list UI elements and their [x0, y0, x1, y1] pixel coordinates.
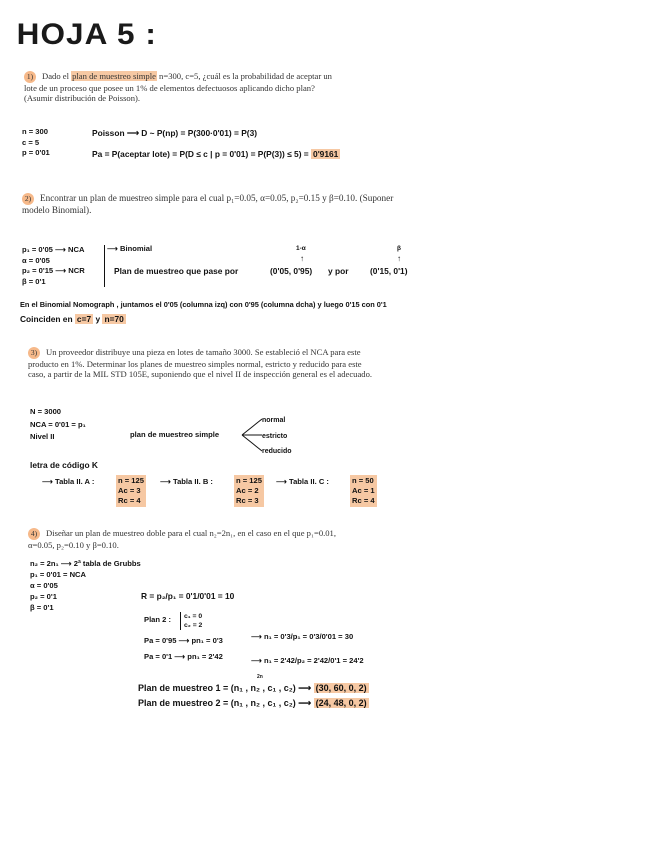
q2-plan-text: Plan de muestreo que pase por — [114, 266, 239, 276]
q4-pa1-result: ⟶ n₁ = 0'3/p₁ = 0'3/0'01 = 30 — [251, 632, 354, 641]
question-3-number: 3) — [28, 347, 40, 359]
q3-table-c-label: ⟶ Tabla II. C : — [276, 477, 329, 486]
q4-pa2-result: ⟶ n₁ = 2'42/p₂ = 2'42/0'1 = 24'2 — [251, 656, 364, 665]
page-title: HOJA 5 : — [16, 18, 157, 51]
q4-pa1: Pa = 0'95 ⟶ pn₁ = 0'3 — [144, 636, 223, 645]
question-1-number: 1) — [24, 71, 36, 83]
q1-pa-line: Pa = P(aceptar lote) = P(D ≤ c | p = 0'01) = P(P(3)) ≤ 5) = 0'9161 — [92, 149, 339, 159]
q1-poisson-line: Poisson ⟶ D ~ P(np) = P(300·0'01) = P(3) — [92, 128, 258, 138]
q2-point1-label: 1-α — [296, 245, 306, 252]
q4-plan2-label: Plan 2 : — [144, 615, 172, 624]
q3-table-b-values: n = 125 Ac = 2 Rc = 3 — [236, 476, 262, 505]
q2-and: y por — [328, 266, 349, 276]
q3-plan-label: plan de muestreo simple — [130, 430, 220, 439]
question-1-text: 1) Dado el plan de muestreo simple n=300, c=5, ¿cuál es la probabilidad de aceptar un lote de un proceso que posee un 1% de elementos defectuosos aplicando dicho plan? (Asumir distribución de Poisson). — [24, 71, 332, 104]
q3-table-a-values: n = 125 Ac = 3 Rc = 4 — [118, 476, 144, 505]
q4-plan-2: Plan de muestreo 2 = (n₁ , n₂ , c₁ , c₂) ⟶ (24, 48, 0, 2) — [138, 698, 367, 708]
q2-point2: (0'15, 0'1) — [370, 266, 408, 276]
q4-small-note: 2n — [257, 674, 263, 680]
question-2-number: 2) — [22, 193, 34, 205]
q3-table-a-label: ⟶ Tabla II. A : — [42, 477, 95, 486]
q2-up-arrow-2: ↑ — [397, 254, 401, 263]
q2-point1: (0'05, 0'95) — [270, 266, 313, 276]
q3-letter: letra de código K — [30, 460, 98, 470]
q2-brace — [104, 245, 105, 287]
q3-branch-arrows — [240, 416, 264, 454]
q3-types: normal estricto reducido — [262, 417, 292, 455]
question-4-text: 4) Diseñar un plan de muestreo doble para el cual n₂=2n₁, en el caso en el que p₁=0.01, α=0.05, p₂=0.10 y β=0.10. — [28, 528, 337, 550]
q2-givens: p₁ = 0'05 ⟶ NCA α = 0'05 p₂ = 0'15 ⟶ NCR β = 0'1 — [22, 245, 85, 286]
q4-plan2-values: c₁ = 0 c₂ = 2 — [180, 612, 202, 630]
question-3-text: 3) Un proveedor distribuye una pieza en lotes de tamaño 3000. Se estableció el NCA para este producto en 1%. Determinar los planes de muestreo simples normal, estricto y reducido para este caso, a partir de la MIL STD 105E, suponiendo que el nivel II de inspección general es el adecuado. — [28, 347, 373, 380]
q2-up-arrow-1: ↑ — [300, 254, 304, 263]
q3-table-b-label: ⟶ Tabla II. B : — [160, 477, 213, 486]
q1-result: 0'9161 — [313, 149, 339, 159]
question-4-number: 4) — [28, 528, 40, 540]
q4-plan-1: Plan de muestreo 1 = (n₁ , n₂ , c₁ , c₂) ⟶ (30, 60, 0, 2) — [138, 683, 367, 693]
q3-table-c-values: n = 50 Ac = 1 Rc = 4 — [352, 476, 375, 505]
q4-pa2: Pa = 0'1 ⟶ pn₁ = 2'42 — [144, 652, 223, 661]
q2-conclusion-1: En el Binomial Nomograph , juntamos el 0'05 (columna izq) con 0'95 (columna dcha) y luego 0'15 con 0'1 — [20, 300, 387, 309]
q3-givens: N = 3000 NCA = 0'01 = p₁ Nivel II — [30, 407, 86, 441]
q4-ratio: R = p₂/p₁ = 0'1/0'01 = 10 — [141, 591, 235, 601]
q2-conclusion-2: Coinciden en c=7 y n=70 — [20, 314, 124, 324]
highlight-plan: plan de muestreo simple — [72, 71, 156, 81]
q2-point2-label: β — [397, 245, 401, 252]
question-2-text: 2) Encontrar un plan de muestreo simple para el cual p₁=0.05, α=0.05, p₂=0.15 y β=0.10. (Suponer modelo Binomial). — [22, 193, 394, 215]
q1-givens: n = 300 c = 5 p = 0'01 — [22, 127, 50, 157]
q2-binomial: ⟶ Binomial — [107, 244, 153, 253]
q4-givens: n₂ = 2n₁ ⟶ 2ª tabla de Grubbs p₁ = 0'01 = NCA α = 0'05 p₂ = 0'1 β = 0'1 — [30, 559, 141, 612]
